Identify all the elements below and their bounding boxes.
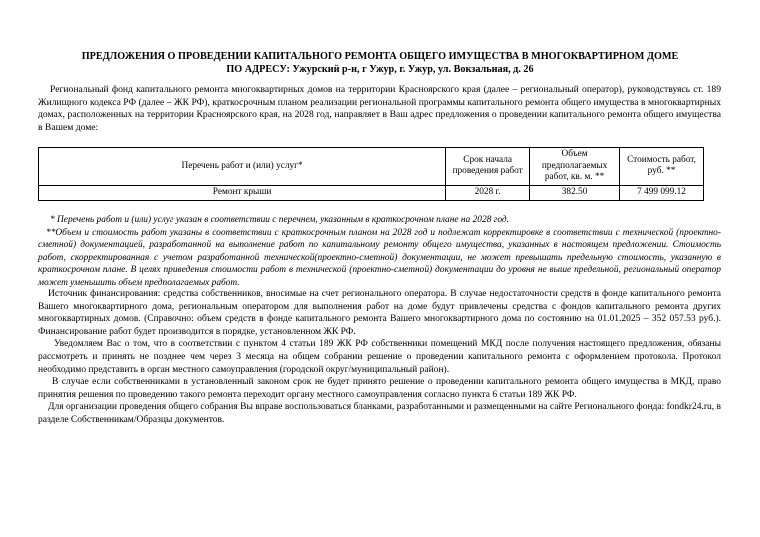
header-volume: Объем предполагаемых работ, кв. м. ** xyxy=(530,148,620,186)
footnote-1: * Перечень работ и (или) услуг указан в соответствии с перечнем, указанным в краткосрочном плане на 2028 год. xyxy=(50,215,509,225)
table-header-row xyxy=(39,148,704,186)
body-text xyxy=(38,288,721,427)
table-row xyxy=(39,185,704,200)
header-cost: Стоимость работ, руб. ** xyxy=(620,148,704,186)
cell-works: Ремонт крыши xyxy=(39,185,446,200)
cell-volume: 382.50 xyxy=(530,185,620,200)
header-works: Перечень работ и (или) услуг* xyxy=(39,148,446,186)
document-title xyxy=(40,50,720,76)
funding-paragraph: Источник финансирования: средства собственников, вносимые на счет регионального оператора. В случае недостаточности средств в фонде капитального ремонта Вашего многоквартирного дома, региональным оператором для выполнения работ на доме будут привлечены средства с фондов капитального ремонта других многоквартирных домов. (Справочно: объем средств в фонде капитального ремонта Вашего многоквартирного дома по состоянию на 01.01.2025 – 352 057.53 руб.). Финансирование работ будет производится в порядке, установленном ЖК РФ. xyxy=(38,289,721,337)
title-line-2: ПО АДРЕСУ: Ужурский р-н, г Ужур, г. Ужур, ул. Вокзальная, д. 26 xyxy=(226,64,534,75)
footnotes xyxy=(38,214,721,290)
cell-period: 2028 г. xyxy=(446,185,530,200)
organization-paragraph: Для организации проведения общего собрания Вы вправе воспользоваться бланками, разработанными и размещенными на сайте Регионального фонда: fondkr24.ru, в разделе Собственникам/Образцы документов. xyxy=(38,402,721,425)
no-decision-paragraph: В случае если собственниками в установленный законом срок не будет принято решение о проведении капитального ремонта общего имущества в МКД, право принятия решения по проведению такого ремонта переходит органу местного самоуправления согласно пункта 6 статьи 189 ЖК РФ. xyxy=(38,377,721,400)
title-line-1: ПРЕДЛОЖЕНИЯ О ПРОВЕДЕНИИ КАПИТАЛЬНОГО РЕМОНТА ОБЩЕГО ИМУЩЕСТВА В МНОГОКВАРТИРНОМ ДОМЕ xyxy=(81,51,679,62)
notification-paragraph: Уведомляем Вас о том, что в соответствии с пунктом 4 статьи 189 ЖК РФ собственники помещений МКД после получения настоящего предложения, обязаны рассмотреть и принять не позднее чем через 3 месяца на общем собрании решение о проведении капитального ремонта с оформлением протокола. Протокол необходимо представить в орган местного самоуправления (городской округ/муниципальный район). xyxy=(38,339,721,375)
cell-cost: 7 499 099.12 xyxy=(620,185,704,200)
footnote-2: **Объем и стоимость работ указаны в соответствии с краткосрочным планом на 2028 год и подлежат корректировке в соответствии с технической (проектно-сметной) документацией, разработанной на выполнение работ по капитальному ремонту общего имущества, указанных в настоящем предложении. Стоимость работ, скорректированная с учетом разработанной технической(проектно-сметной) документации, не может превышать предельную стоимость, указанную в краткосрочном плане. В целях приведения стоимости работ в технической (проектно-сметной) документации до уровня не выше предельной, региональный оператор может уменьшить объем предполагаемых работ. xyxy=(38,227,721,288)
header-period: Срок начала проведения работ xyxy=(446,148,530,186)
works-table xyxy=(38,147,704,201)
intro-paragraph: Региональный фонд капитального ремонта многоквартирных домов на территории Красноярского края (далее – региональный оператор), руководствуясь ст. 189 Жилищного кодекса РФ (далее – ЖК РФ), краткосрочным планом реализации региональной программы капитального ремонта общего имущества в многоквартирных домах, расположенных на территории Красноярского края, на 2028 год, направляет в Ваш адрес предложения о проведении капитального ремонта общего имущества в Вашем доме: xyxy=(38,84,721,133)
